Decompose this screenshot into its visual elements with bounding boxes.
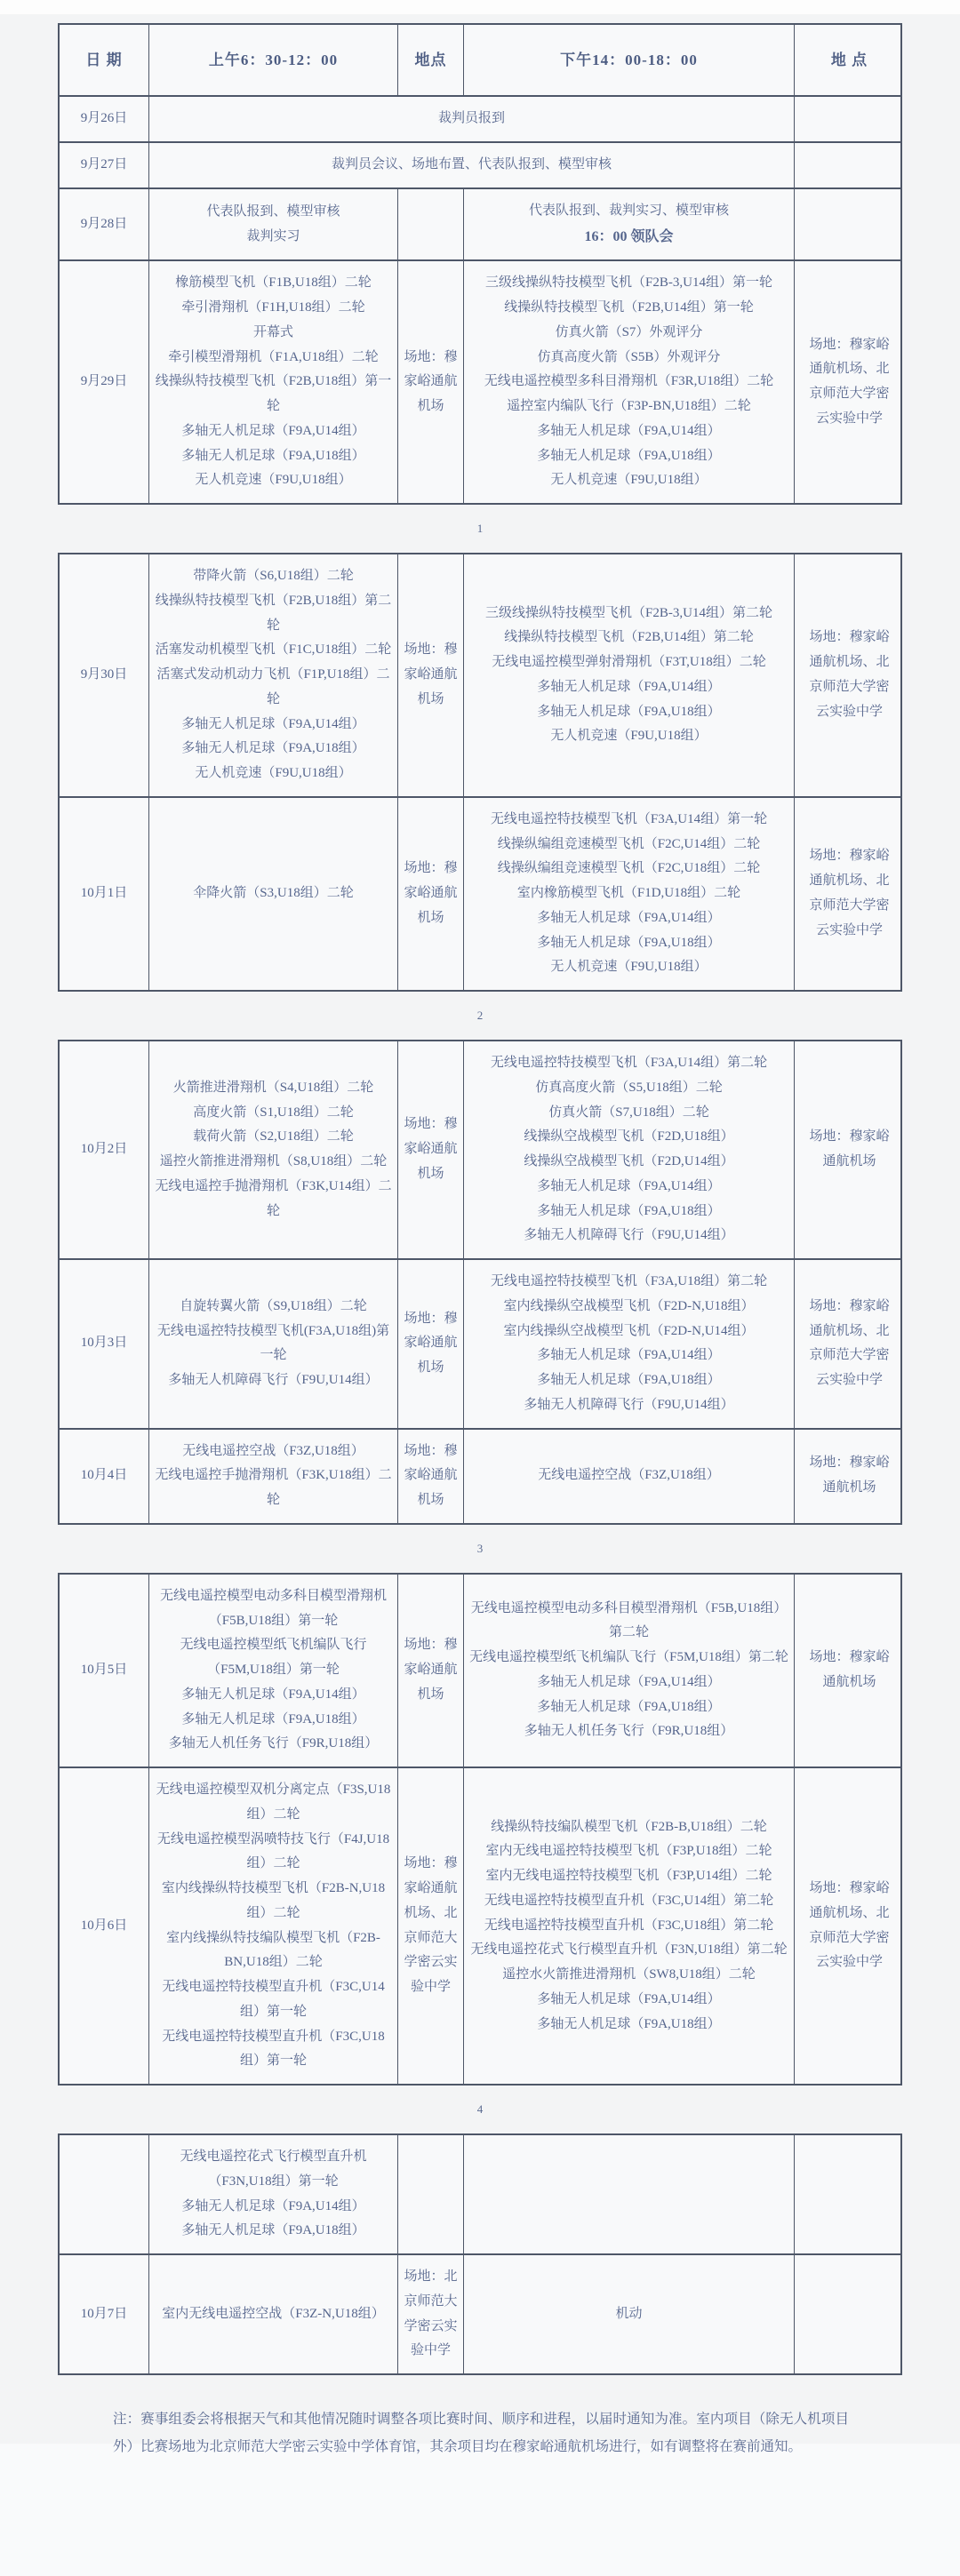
header-afternoon-session: 下午14：00-18：00 [463, 25, 794, 95]
event-item: 遥控火箭推进滑翔机（S8,U18组）二轮 [159, 1154, 388, 1169]
schedule-row [60, 1767, 900, 2084]
schedule-row [60, 2135, 900, 2253]
event-item: 无线电遥控模型弹射滑翔机（F3T,U18组）二轮 [492, 655, 766, 670]
event-item: 无线电遥控特技模型直升机（F3C,U18组）第二轮 [484, 1918, 774, 1933]
location-morning-cell: 场地：穆家峪通航机场、北京师范大学密云实验中学 [397, 1768, 463, 2084]
event-item: 多轴无人机足球（F9A,U14组） [181, 1687, 365, 1702]
location-morning-cell [397, 189, 463, 259]
page-number: 4 [476, 2102, 484, 2117]
event-item: 无线电遥控空战（F3Z,U18组） [182, 1443, 364, 1458]
event-item: 载荷火箭（S2,U18组）二轮 [193, 1129, 354, 1144]
event-item: 多轴无人机足球（F9A,U14组） [537, 910, 721, 925]
event-item: 多轴无人机障碍飞行（F9U,U14组） [524, 1397, 734, 1412]
event-item: 无线电遥控模型涡喷特技飞行（F4J,U18组）二轮 [156, 1831, 390, 1871]
event-item: 牵引模型滑翔机（F1A,U18组）二轮 [168, 349, 379, 364]
event-item: 无线电遥控花式飞行模型直升机（F3N,U18组）第一轮 [180, 2149, 367, 2189]
schedule-row [60, 2253, 900, 2373]
event-item: 无人机竞速（F9U,U18组） [195, 766, 352, 781]
event-item: 多轴无人机足球（F9A,U14组） [181, 716, 365, 731]
location-morning-cell: 场地：穆家峪通航机场 [397, 1260, 463, 1428]
event-item: 室内线操纵特技模型飞机（F2B-N,U18组）二轮 [161, 1881, 386, 1920]
header-date: 日 期 [85, 52, 123, 68]
event-item: 多轴无人机足球（F9A,U14组） [537, 423, 721, 438]
event-item: 多轴无人机任务飞行（F9R,U18组） [524, 1724, 734, 1739]
location-morning-cell [397, 2135, 463, 2253]
event-item: 开幕式 [252, 324, 293, 339]
event-item: 无线电遥控模型纸飞机编队飞行（F5M,U18组）第二轮 [469, 1650, 788, 1665]
schedule-row [60, 95, 900, 141]
afternoon-activities-cell [463, 1260, 794, 1428]
event-item: 多轴无人机足球（F9A,U18组） [537, 448, 721, 463]
event-item: 多轴无人机足球（F9A,U14组） [537, 679, 721, 694]
date-cell: 9月27日 [80, 157, 128, 172]
page-top-margin [0, 0, 960, 14]
event-item: 无线电遥控特技模型飞机(F3A,U18组)第一轮 [156, 1323, 390, 1363]
event-item: 多轴无人机足球（F9A,U14组） [537, 1991, 721, 2006]
event-item: 多轴无人机足球（F9A,U18组） [181, 2223, 365, 2238]
event-item: 线操纵特技模型飞机（F2B,U14组）第一轮 [504, 300, 754, 315]
event-item: 活塞发动机模型飞机（F1C,U18组）二轮 [155, 642, 392, 658]
event-item: 多轴无人机足球（F9A,U14组） [537, 1178, 721, 1193]
location-afternoon-cell [794, 2255, 904, 2373]
schedule-table-page-2 [58, 553, 902, 992]
date-cell: 10月4日 [80, 1468, 128, 1483]
morning-activities-cell [148, 1768, 397, 2084]
date-cell: 10月3日 [80, 1336, 128, 1351]
footnote: 注：赛事组委会将根据天气和其他情况随时调整各项比赛时间、顺序和进程，以届时通知为准。室内项目（除无人机项目外）比赛场地为北京师范大学密云实验中学体育馆，其余项目均在穆家峪通航机场进行，如有调整将在赛前通知。 [113, 2412, 849, 2455]
location-morning-cell: 场地：穆家峪通航机场 [397, 1575, 463, 1767]
morning-activities-cell [148, 2135, 397, 2253]
afternoon-activities-cell [463, 2255, 794, 2373]
location-morning-cell: 场地：北京师范大学密云实验中学 [397, 2255, 463, 2373]
location-afternoon-cell: 场地：穆家峪通航机场、北京师范大学密云实验中学 [794, 798, 904, 990]
event-item: 机动 [615, 2306, 643, 2321]
event-item: 多轴无人机足球（F9A,U14组） [537, 1674, 721, 1689]
event-item: 室内线操纵空战模型飞机（F2D-N,U14组） [503, 1323, 755, 1338]
morning-activities-cell [148, 798, 397, 990]
event-item: 室内无线电遥控特技模型飞机（F3P,U18组）二轮 [485, 1844, 772, 1859]
morning-activities-cell [148, 2255, 397, 2373]
event-item: 多轴无人机足球（F9A,U18组） [537, 704, 721, 719]
event-item: 活塞式发动机动力飞机（F1P,U18组）二轮 [156, 667, 390, 706]
location-morning-cell: 场地：穆家峪通航机场 [397, 1041, 463, 1258]
afternoon-activities-cell [463, 1575, 794, 1767]
location-afternoon-cell [794, 143, 904, 187]
event-item: 多轴无人机足球（F9A,U18组） [537, 1373, 721, 1388]
schedule-row [60, 1041, 900, 1258]
date-cell [60, 2135, 148, 2253]
event-item: 无线电遥控模型电动多科目模型滑翔机（F5B,U18组）第二轮 [470, 1600, 788, 1640]
event-item: 代表队报到、裁判实习、模型审核 [528, 203, 729, 218]
date-cell: 10月2日 [80, 1142, 128, 1157]
event-item: 高度火箭（S1,U18组）二轮 [193, 1105, 354, 1120]
event-item: 遥控室内编队飞行（F3P-BN,U18组）二轮 [507, 399, 751, 414]
afternoon-activities-cell [463, 2135, 794, 2253]
schedule-row [60, 187, 900, 259]
event-item: 代表队报到、模型审核 [206, 203, 340, 219]
event-item: 无人机竞速（F9U,U18组） [550, 960, 708, 975]
event-item: 室内橡筋模型飞机（F1D,U18组）二轮 [516, 886, 741, 901]
schedule-table-page-5 [58, 2133, 902, 2375]
event-item: 遥控水火箭推进滑翔机（SW8,U18组）二轮 [502, 1967, 756, 1982]
event-item: 线操纵编组竞速模型飞机（F2C,U18组）二轮 [497, 861, 761, 876]
afternoon-activities-cell [463, 1768, 794, 2084]
event-item: 线操纵特技模型飞机（F2B,U18组）第一轮 [155, 374, 392, 414]
afternoon-activities-cell [463, 798, 794, 990]
event-item: 无人机竞速（F9U,U18组） [550, 473, 708, 488]
event-item: 无线电遥控特技模型直升机（F3C,U14组）第二轮 [484, 1893, 774, 1908]
event-item: 室内无线电遥控特技模型飞机（F3P,U14组）二轮 [485, 1869, 772, 1884]
event-item: 无线电遥控模型双机分离定点（F3S,U18组）二轮 [156, 1782, 391, 1822]
event-item: 多轴无人机足球（F9A,U18组） [537, 1699, 721, 1714]
event-item: 线操纵空战模型飞机（F2D,U18组） [524, 1129, 734, 1144]
event-item: 多轴无人机足球（F9A,U14组） [181, 423, 365, 438]
date-cell: 9月30日 [80, 667, 128, 682]
header-location-2: 地 点 [794, 25, 904, 95]
event-item: 多轴无人机足球（F9A,U18组） [181, 448, 365, 463]
event-item: 多轴无人机足球（F9A,U14组） [537, 1348, 721, 1363]
schedule-row [60, 141, 900, 187]
schedule-document [58, 23, 902, 2460]
merged-activity-cell: 裁判员报到 [148, 97, 794, 141]
event-item: 带降火箭（S6,U18组）二轮 [193, 569, 354, 584]
event-item: 仿真高度火箭（S5,U18组）二轮 [535, 1080, 723, 1095]
schedule-row [60, 554, 900, 796]
afternoon-activities-cell [463, 189, 794, 259]
morning-activities-cell [148, 189, 397, 259]
event-item: 线操纵特技编队模型飞机（F2B-B,U18组）二轮 [491, 1819, 767, 1834]
event-item: 室内线操纵空战模型飞机（F2D-N,U18组） [503, 1298, 755, 1313]
location-afternoon-cell: 场地：穆家峪通航机场、北京师范大学密云实验中学 [794, 1260, 904, 1428]
location-afternoon-cell: 场地：穆家峪通航机场 [794, 1041, 904, 1258]
event-item: 室内线操纵特技编队模型飞机（F2B-BN,U18组）二轮 [166, 1930, 380, 1970]
location-morning-cell: 场地：穆家峪通航机场 [397, 798, 463, 990]
schedule-row [60, 1575, 900, 1767]
event-item: 多轴无人机任务飞行（F9R,U18组） [168, 1736, 379, 1751]
event-item: 无人机竞速（F9U,U18组） [195, 473, 352, 488]
event-item: 多轴无人机足球（F9A,U18组） [537, 1203, 721, 1218]
event-item: 仿真火箭（S7）外观评分 [555, 324, 703, 339]
event-item: 无线电遥控特技模型飞机（F3A,U18组）第二轮 [490, 1274, 768, 1289]
header-morning-session: 上午6：30-12：00 [148, 25, 397, 95]
location-afternoon-cell: 场地：穆家峪通航机场 [794, 1575, 904, 1767]
header-location-1: 地点 [397, 25, 463, 95]
event-item: 多轴无人机足球（F9A,U18组） [181, 1711, 365, 1727]
schedule-table-page-4 [58, 1573, 902, 2086]
location-afternoon-cell: 场地：穆家峪通航机场、北京师范大学密云实验中学 [794, 1768, 904, 2084]
event-item: 多轴无人机足球（F9A,U18组） [537, 2016, 721, 2031]
event-item: 无线电遥控特技模型飞机（F3A,U14组）第二轮 [490, 1056, 768, 1071]
date-cell: 10月5日 [80, 1663, 128, 1678]
event-item: 线操纵空战模型飞机（F2D,U14组） [524, 1154, 734, 1169]
location-afternoon-cell: 场地：穆家峪通航机场、北京师范大学密云实验中学 [794, 261, 904, 503]
event-item: 多轴无人机足球（F9A,U14组） [181, 2198, 365, 2213]
event-item: 线操纵特技模型飞机（F2B,U14组）第二轮 [504, 630, 754, 645]
location-afternoon-cell [794, 97, 904, 141]
event-item: 无线电遥控手抛滑翔机（F3K,U14组）二轮 [155, 1178, 392, 1218]
event-item: 无线电遥控空战（F3Z,U18组） [538, 1468, 720, 1483]
page-number: 2 [476, 1009, 484, 1023]
event-item: 线操纵编组竞速模型飞机（F2C,U14组）二轮 [497, 836, 761, 851]
event-item: 多轴无人机足球（F9A,U18组） [181, 741, 365, 756]
schedule-table-page-1 [58, 23, 902, 505]
date-cell: 9月28日 [80, 216, 128, 231]
schedule-row [60, 259, 900, 503]
afternoon-activities-cell [463, 1430, 794, 1523]
date-cell: 10月7日 [80, 2306, 128, 2321]
event-item: 伞降火箭（S3,U18组）二轮 [193, 886, 354, 901]
event-item: 无线电遥控模型电动多科目模型滑翔机（F5B,U18组）第一轮 [159, 1588, 387, 1628]
event-item: 线操纵特技模型飞机（F2B,U18组）第二轮 [155, 593, 392, 633]
table-header-row [60, 25, 900, 95]
event-item: 仿真高度火箭（S5B）外观评分 [537, 349, 721, 364]
event-item: 三级线操纵特技模型飞机（F2B-3,U14组）第二轮 [485, 605, 772, 620]
date-cell: 9月26日 [80, 111, 128, 126]
location-afternoon-cell: 场地：穆家峪通航机场、北京师范大学密云实验中学 [794, 554, 904, 796]
event-item: 裁判实习 [246, 228, 300, 243]
date-cell: 10月6日 [80, 1918, 128, 1933]
afternoon-activities-cell [463, 261, 794, 503]
event-item: 牵引滑翔机（F1H,U18组）二轮 [181, 300, 365, 315]
location-morning-cell: 场地：穆家峪通航机场 [397, 1430, 463, 1523]
date-cell: 10月1日 [80, 886, 128, 901]
event-item: 无线电遥控特技模型直升机（F3C,U14组）第一轮 [162, 1980, 385, 2019]
date-cell: 9月29日 [80, 374, 128, 389]
event-item: 无线电遥控模型多科目滑翔机（F3R,U18组）二轮 [484, 374, 774, 389]
event-item: 橡筋模型飞机（F1B,U18组）二轮 [175, 275, 372, 291]
event-item: 室内无线电遥控空战（F3Z-N,U18组） [162, 2306, 385, 2321]
page-bottom-margin [0, 2444, 960, 2576]
event-item: 三级线操纵特技模型飞机（F2B-3,U14组）第一轮 [485, 275, 772, 291]
schedule-row [60, 1428, 900, 1523]
location-morning-cell: 场地：穆家峪通航机场 [397, 261, 463, 503]
event-item: 自旋转翼火箭（S9,U18组）二轮 [180, 1298, 367, 1313]
event-item: 无线电遥控特技模型直升机（F3C,U18组）第一轮 [162, 2029, 385, 2069]
location-afternoon-cell [794, 189, 904, 259]
location-morning-cell: 场地：穆家峪通航机场 [397, 554, 463, 796]
event-item: 仿真火箭（S7,U18组）二轮 [548, 1105, 709, 1120]
schedule-row [60, 1258, 900, 1428]
location-afternoon-cell: 场地：穆家峪通航机场 [794, 1430, 904, 1523]
event-item: 无线电遥控特技模型飞机（F3A,U14组）第一轮 [490, 811, 768, 826]
event-item: 无线电遥控手抛滑翔机（F3K,U18组）二轮 [155, 1468, 392, 1508]
event-item: 多轴无人机足球（F9A,U18组） [537, 935, 721, 950]
morning-activities-cell [148, 1430, 397, 1523]
schedule-row [60, 796, 900, 990]
afternoon-activities-cell [463, 554, 794, 796]
morning-activities-cell [148, 1041, 397, 1258]
event-item: 多轴无人机障碍飞行（F9U,U14组） [524, 1228, 734, 1243]
event-item: 16：00 领队会 [584, 228, 674, 244]
morning-activities-cell [148, 1260, 397, 1428]
event-item: 无线电遥控花式飞行模型直升机（F3N,U18组）第二轮 [470, 1942, 788, 1958]
afternoon-activities-cell [463, 1041, 794, 1258]
event-item: 无线电遥控模型纸飞机编队飞行（F5M,U18组）第一轮 [180, 1638, 367, 1678]
event-item: 多轴无人机障碍飞行（F9U,U14组） [168, 1373, 379, 1388]
event-item: 无人机竞速（F9U,U18组） [550, 729, 708, 744]
schedule-table-page-3 [58, 1040, 902, 1525]
page-number: 1 [476, 522, 484, 536]
page-number: 3 [476, 1541, 484, 1555]
event-item: 火箭推进滑翔机（S4,U18组）二轮 [172, 1080, 374, 1095]
merged-activity-cell: 裁判员会议、场地布置、代表队报到、模型审核 [148, 143, 794, 187]
morning-activities-cell [148, 554, 397, 796]
location-afternoon-cell [794, 2135, 904, 2253]
morning-activities-cell [148, 1575, 397, 1767]
morning-activities-cell [148, 261, 397, 503]
